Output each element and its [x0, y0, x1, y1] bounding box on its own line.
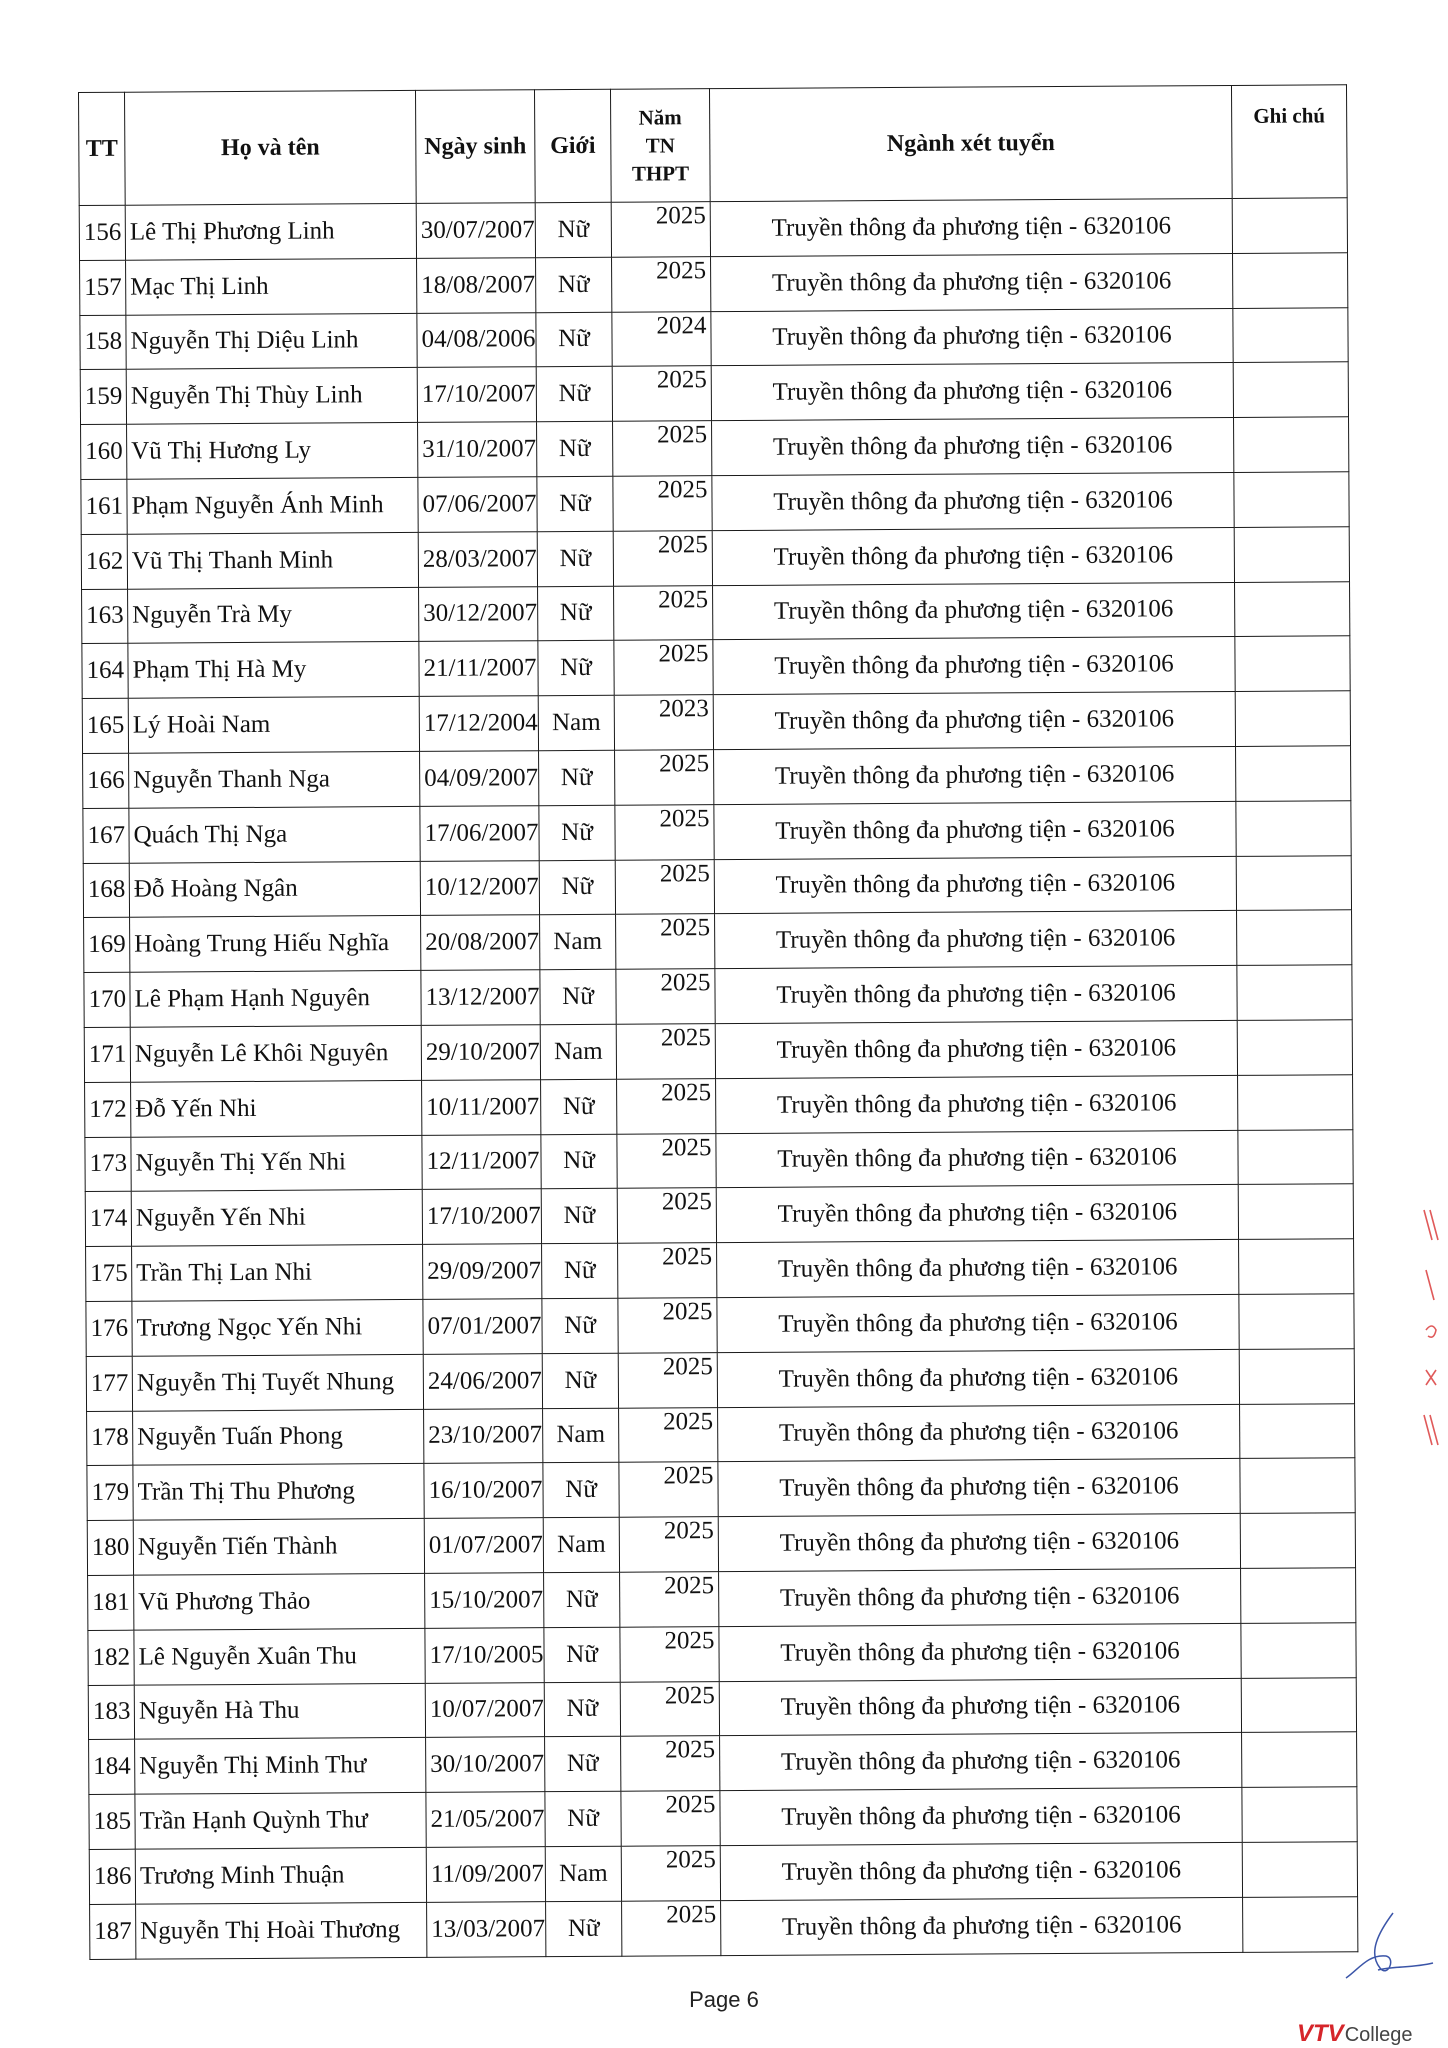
- graduation-year-cell: 2025: [620, 1572, 719, 1627]
- note-cell: [1233, 362, 1348, 417]
- table-row: [84, 910, 1352, 973]
- admission-major-cell: Truyền thông đa phương tiện - 6320106: [711, 363, 1233, 421]
- graduation-year-cell: 2025: [621, 1736, 720, 1791]
- date-of-birth-cell: 16/10/2007: [424, 1463, 543, 1519]
- student-name-cell: Nguyễn Thị Hoài Thương: [136, 1902, 427, 1959]
- note-cell: [1241, 1677, 1356, 1732]
- graduation-year-cell: 2025: [611, 202, 710, 257]
- graduation-year-cell: 2025: [616, 914, 715, 969]
- row-number-cell: 173: [85, 1137, 131, 1192]
- row-number-cell: 159: [80, 370, 126, 425]
- row-number-cell: 180: [87, 1520, 133, 1575]
- note-cell: [1237, 1020, 1352, 1075]
- date-of-birth-cell: 17/06/2007: [420, 805, 539, 861]
- gender-cell: Nữ: [538, 586, 614, 641]
- graduation-year-cell: 2023: [614, 695, 713, 750]
- gender-cell: Nữ: [540, 969, 616, 1024]
- row-number-cell: 184: [89, 1739, 135, 1794]
- header-year-line1: Năm: [638, 105, 682, 130]
- logo-word: College: [1344, 2024, 1413, 2046]
- admission-major-cell: Truyền thông đa phương tiện - 6320106: [712, 527, 1234, 585]
- gender-cell: Nam: [545, 1846, 621, 1901]
- row-number-cell: 181: [88, 1575, 134, 1630]
- admission-table: [78, 84, 1358, 1959]
- date-of-birth-cell: 30/10/2007: [426, 1737, 545, 1793]
- table-row: [84, 965, 1352, 1028]
- table-row: [85, 1074, 1353, 1137]
- admission-major-cell: Truyền thông đa phương tiện - 6320106: [720, 1842, 1242, 1900]
- graduation-year-cell: 2025: [614, 585, 713, 640]
- date-of-birth-cell: 23/10/2007: [424, 1408, 543, 1464]
- gender-cell: Nữ: [545, 1737, 621, 1792]
- gender-cell: Nam: [540, 1024, 616, 1079]
- student-name-cell: Lê Nguyễn Xuân Thu: [134, 1628, 425, 1685]
- gender-cell: Nữ: [537, 476, 613, 531]
- note-cell: [1241, 1568, 1356, 1623]
- header-major: Ngành xét tuyển: [709, 85, 1232, 201]
- student-name-cell: Hoàng Trung Hiếu Nghĩa: [130, 916, 421, 973]
- date-of-birth-cell: 04/09/2007: [420, 751, 539, 807]
- table-row: [88, 1677, 1356, 1740]
- admission-major-cell: Truyền thông đa phương tiện - 6320106: [717, 1240, 1239, 1298]
- note-cell: [1234, 472, 1349, 527]
- row-number-cell: 183: [88, 1685, 134, 1740]
- gender-cell: Nữ: [542, 1243, 618, 1298]
- admission-major-cell: Truyền thông đa phương tiện - 6320106: [718, 1514, 1240, 1572]
- admission-major-cell: Truyền thông đa phương tiện - 6320106: [711, 308, 1233, 366]
- gender-cell: Nữ: [536, 257, 612, 312]
- graduation-year-cell: 2025: [615, 859, 714, 914]
- graduation-year-cell: 2025: [618, 1298, 717, 1353]
- graduation-year-cell: 2025: [613, 476, 712, 531]
- table-body: [79, 198, 1358, 1959]
- student-name-cell: Phạm Thị Hà My: [128, 642, 419, 699]
- date-of-birth-cell: 11/09/2007: [426, 1847, 545, 1903]
- gender-cell: Nữ: [538, 641, 614, 696]
- gender-cell: Nữ: [542, 1298, 618, 1353]
- admission-major-cell: Truyền thông đa phương tiện - 6320106: [715, 966, 1237, 1024]
- header-name: Họ và tên: [125, 90, 417, 205]
- note-cell: [1236, 855, 1351, 910]
- row-number-cell: 165: [82, 698, 128, 753]
- table-row: [89, 1787, 1357, 1850]
- row-number-cell: 166: [83, 753, 129, 808]
- note-cell: [1235, 581, 1350, 636]
- note-cell: [1234, 417, 1349, 472]
- row-number-cell: 163: [82, 589, 128, 644]
- gender-cell: Nam: [538, 695, 614, 750]
- gender-cell: Nữ: [544, 1682, 620, 1737]
- graduation-year-cell: 2025: [613, 530, 712, 585]
- gender-cell: Nữ: [544, 1572, 620, 1627]
- gender-cell: Nữ: [537, 531, 613, 586]
- date-of-birth-cell: 07/06/2007: [418, 477, 537, 533]
- student-name-cell: Trần Hạnh Quỳnh Thư: [135, 1793, 426, 1850]
- student-name-cell: Nguyễn Tiến Thành: [133, 1519, 424, 1576]
- row-number-cell: 178: [87, 1411, 133, 1466]
- date-of-birth-cell: 31/10/2007: [418, 422, 537, 478]
- row-number-cell: 158: [80, 315, 126, 370]
- note-cell: [1239, 1294, 1354, 1349]
- table-row: [85, 1129, 1353, 1192]
- admission-major-cell: Truyền thông đa phương tiện - 6320106: [721, 1897, 1243, 1955]
- table-row: [81, 472, 1349, 535]
- table-row: [82, 636, 1350, 699]
- admission-major-cell: Truyền thông đa phương tiện - 6320106: [718, 1459, 1240, 1517]
- note-cell: [1240, 1513, 1355, 1568]
- table-row: [86, 1294, 1354, 1357]
- student-name-cell: Nguyễn Thanh Nga: [129, 751, 420, 808]
- graduation-year-cell: 2025: [615, 804, 714, 859]
- row-number-cell: 172: [85, 1082, 131, 1137]
- date-of-birth-cell: 07/01/2007: [423, 1299, 542, 1355]
- gender-cell: Nữ: [544, 1627, 620, 1682]
- student-name-cell: Lê Thị Phương Linh: [125, 203, 416, 260]
- admission-major-cell: Truyền thông đa phương tiện - 6320106: [719, 1568, 1241, 1626]
- row-number-cell: 156: [79, 205, 125, 260]
- admission-major-cell: Truyền thông đa phương tiện - 6320106: [720, 1788, 1242, 1846]
- gender-cell: Nữ: [541, 1189, 617, 1244]
- gender-cell: Nam: [543, 1408, 619, 1463]
- gender-cell: Nữ: [541, 1134, 617, 1189]
- table-row: [80, 253, 1348, 316]
- margin-annotation-icon: [1418, 1200, 1448, 1460]
- note-cell: [1240, 1458, 1355, 1513]
- row-number-cell: 175: [86, 1246, 132, 1301]
- admission-major-cell: Truyền thông đa phương tiện - 6320106: [717, 1294, 1239, 1352]
- table-row: [88, 1622, 1356, 1685]
- gender-cell: Nữ: [539, 750, 615, 805]
- student-name-cell: Phạm Nguyễn Ánh Minh: [127, 477, 418, 534]
- student-name-cell: Mạc Thị Linh: [126, 258, 417, 315]
- student-name-cell: Lê Phạm Hạnh Nguyên: [130, 971, 421, 1028]
- note-cell: [1242, 1842, 1357, 1897]
- table-row: [79, 198, 1347, 261]
- gender-cell: Nữ: [539, 860, 615, 915]
- signature-icon: [1338, 1908, 1438, 1988]
- row-number-cell: 161: [81, 479, 127, 534]
- gender-cell: Nữ: [536, 367, 612, 422]
- student-name-cell: Nguyễn Trà My: [128, 587, 419, 644]
- note-cell: [1237, 910, 1352, 965]
- note-cell: [1236, 801, 1351, 856]
- header-note: Ghi chú: [1231, 85, 1347, 199]
- table-row: [82, 691, 1350, 754]
- admission-major-cell: Truyền thông đa phương tiện - 6320106: [716, 1130, 1238, 1188]
- gender-cell: Nữ: [546, 1901, 622, 1956]
- date-of-birth-cell: 17/10/2005: [425, 1627, 544, 1683]
- graduation-year-cell: 2025: [615, 750, 714, 805]
- admission-major-cell: Truyền thông đa phương tiện - 6320106: [714, 801, 1236, 859]
- date-of-birth-cell: 17/12/2004: [419, 696, 538, 752]
- table-row: [84, 1020, 1352, 1083]
- date-of-birth-cell: 17/10/2007: [417, 367, 536, 423]
- row-number-cell: 160: [81, 424, 127, 479]
- header-dob: Ngày sinh: [415, 90, 535, 204]
- date-of-birth-cell: 15/10/2007: [425, 1573, 544, 1629]
- note-cell: [1235, 691, 1350, 746]
- row-number-cell: 167: [83, 808, 129, 863]
- table-header-row: [79, 85, 1348, 206]
- graduation-year-cell: 2025: [612, 256, 711, 311]
- admission-major-cell: Truyền thông đa phương tiện - 6320106: [711, 253, 1233, 311]
- row-number-cell: 168: [83, 863, 129, 918]
- student-name-cell: Đỗ Yến Nhi: [131, 1080, 422, 1137]
- admission-major-cell: Truyền thông đa phương tiện - 6320106: [713, 582, 1235, 640]
- gender-cell: Nữ: [536, 312, 612, 367]
- row-number-cell: 182: [88, 1630, 134, 1685]
- admission-major-cell: Truyền thông đa phương tiện - 6320106: [716, 1075, 1238, 1133]
- date-of-birth-cell: 10/11/2007: [422, 1079, 541, 1135]
- note-cell: [1241, 1622, 1356, 1677]
- row-number-cell: 157: [80, 260, 126, 315]
- student-name-cell: Đỗ Hoàng Ngân: [129, 861, 420, 918]
- graduation-year-cell: 2025: [621, 1846, 720, 1901]
- admission-major-cell: Truyền thông đa phương tiện - 6320106: [718, 1404, 1240, 1462]
- table-row: [81, 527, 1349, 590]
- admission-major-cell: Truyền thông đa phương tiện - 6320106: [715, 1020, 1237, 1078]
- table-row: [83, 855, 1351, 918]
- date-of-birth-cell: 17/10/2007: [422, 1189, 541, 1245]
- graduation-year-cell: 2025: [618, 1352, 717, 1407]
- table-row: [88, 1568, 1356, 1631]
- date-of-birth-cell: 01/07/2007: [424, 1518, 543, 1574]
- table-row: [80, 362, 1348, 425]
- admission-major-cell: Truyền thông đa phương tiện - 6320106: [712, 472, 1234, 530]
- date-of-birth-cell: 20/08/2007: [421, 915, 540, 971]
- note-cell: [1232, 198, 1347, 253]
- admission-major-cell: Truyền thông đa phương tiện - 6320106: [714, 746, 1236, 804]
- note-cell: [1242, 1732, 1357, 1787]
- admission-major-cell: Truyền thông đa phương tiện - 6320106: [712, 418, 1234, 476]
- row-number-cell: 174: [85, 1192, 131, 1247]
- graduation-year-cell: 2025: [622, 1900, 721, 1955]
- student-name-cell: Vũ Thị Hương Ly: [127, 423, 418, 480]
- student-name-cell: Vũ Phương Thảo: [134, 1573, 425, 1630]
- table-row: [83, 801, 1351, 864]
- graduation-year-cell: 2025: [616, 969, 715, 1024]
- graduation-year-cell: 2025: [620, 1681, 719, 1736]
- student-name-cell: Nguyễn Tuấn Phong: [133, 1409, 424, 1466]
- table-row: [89, 1732, 1357, 1795]
- note-cell: [1235, 636, 1350, 691]
- gender-cell: Nữ: [543, 1463, 619, 1518]
- note-cell: [1240, 1403, 1355, 1458]
- note-cell: [1236, 746, 1351, 801]
- graduation-year-cell: 2025: [616, 1024, 715, 1079]
- table-row: [87, 1458, 1355, 1521]
- row-number-cell: 169: [84, 918, 130, 973]
- admission-major-cell: Truyền thông đa phương tiện - 6320106: [719, 1678, 1241, 1736]
- student-name-cell: Nguyễn Thị Diệu Linh: [126, 313, 417, 370]
- student-name-cell: Nguyễn Thị Yến Nhi: [131, 1135, 422, 1192]
- date-of-birth-cell: 12/11/2007: [422, 1134, 541, 1190]
- student-name-cell: Trần Thị Lan Nhi: [132, 1245, 423, 1302]
- graduation-year-cell: 2025: [619, 1517, 718, 1572]
- row-number-cell: 179: [87, 1466, 133, 1521]
- row-number-cell: 187: [90, 1904, 136, 1959]
- gender-cell: Nam: [540, 915, 616, 970]
- student-name-cell: Nguyễn Hà Thu: [134, 1683, 425, 1740]
- table-row: [89, 1842, 1357, 1905]
- student-name-cell: Trương Ngọc Yến Nhi: [132, 1299, 423, 1356]
- gender-cell: Nữ: [542, 1353, 618, 1408]
- table-row: [83, 746, 1351, 809]
- graduation-year-cell: 2025: [619, 1407, 718, 1462]
- admission-major-cell: Truyền thông đa phương tiện - 6320106: [716, 1185, 1238, 1243]
- student-name-cell: Quách Thị Nga: [129, 806, 420, 863]
- note-cell: [1239, 1239, 1354, 1294]
- student-name-cell: Lý Hoài Nam: [128, 697, 419, 754]
- graduation-year-cell: 2025: [612, 366, 711, 421]
- student-name-cell: Vũ Thị Thanh Minh: [127, 532, 418, 589]
- page-number: Page 6: [689, 1987, 759, 2012]
- admission-major-cell: Truyền thông đa phương tiện - 6320106: [713, 692, 1235, 750]
- header-gender: Giới: [534, 89, 611, 202]
- admission-major-cell: Truyền thông đa phương tiện - 6320106: [714, 856, 1236, 914]
- note-cell: [1234, 527, 1349, 582]
- admission-major-cell: Truyền thông đa phương tiện - 6320106: [717, 1349, 1239, 1407]
- table-row: [87, 1403, 1355, 1466]
- header-graduation-year: [610, 89, 710, 203]
- student-name-cell: Trần Thị Thu Phương: [133, 1464, 424, 1521]
- graduation-year-cell: 2025: [617, 1188, 716, 1243]
- row-number-cell: 164: [82, 644, 128, 699]
- graduation-year-cell: 2025: [617, 1078, 716, 1133]
- row-number-cell: 162: [81, 534, 127, 589]
- admission-major-cell: Truyền thông đa phương tiện - 6320106: [710, 198, 1232, 256]
- table-row: [90, 1896, 1358, 1959]
- date-of-birth-cell: 18/08/2007: [417, 258, 536, 314]
- note-cell: [1237, 965, 1352, 1020]
- date-of-birth-cell: 13/12/2007: [421, 970, 540, 1026]
- graduation-year-cell: 2025: [620, 1626, 719, 1681]
- gender-cell: Nữ: [545, 1791, 621, 1846]
- table-row: [82, 581, 1350, 644]
- note-cell: [1242, 1787, 1357, 1842]
- table-row: [86, 1239, 1354, 1302]
- table-row: [86, 1348, 1354, 1411]
- student-name-cell: Nguyễn Thị Tuyết Nhung: [132, 1354, 423, 1411]
- header-year-line2: TN: [645, 133, 676, 158]
- row-number-cell: 171: [84, 1027, 130, 1082]
- note-cell: [1238, 1129, 1353, 1184]
- student-name-cell: Nguyễn Thị Minh Thư: [135, 1738, 426, 1795]
- gender-cell: Nữ: [535, 202, 611, 257]
- date-of-birth-cell: 21/05/2007: [426, 1792, 545, 1848]
- row-number-cell: 186: [89, 1849, 135, 1904]
- row-number-cell: 176: [86, 1301, 132, 1356]
- row-number-cell: 177: [86, 1356, 132, 1411]
- row-number-cell: 170: [84, 972, 130, 1027]
- date-of-birth-cell: 28/03/2007: [418, 531, 537, 587]
- date-of-birth-cell: 29/10/2007: [421, 1025, 540, 1081]
- header-tt: TT: [79, 92, 126, 205]
- gender-cell: Nam: [543, 1517, 619, 1572]
- date-of-birth-cell: 04/08/2006: [417, 312, 536, 368]
- student-name-cell: Trương Minh Thuận: [135, 1847, 426, 1904]
- graduation-year-cell: 2025: [619, 1462, 718, 1517]
- gender-cell: Nữ: [539, 805, 615, 860]
- graduation-year-cell: 2025: [621, 1791, 720, 1846]
- graduation-year-cell: 2025: [618, 1243, 717, 1298]
- table-row: [80, 307, 1348, 370]
- row-number-cell: 185: [89, 1794, 135, 1849]
- note-cell: [1233, 253, 1348, 308]
- vtv-college-logo: [1297, 2020, 1437, 2048]
- graduation-year-cell: 2025: [617, 1133, 716, 1188]
- table-row: [85, 1184, 1353, 1247]
- header-year-line3: THPT: [631, 161, 690, 186]
- logo-mark: VTV: [1297, 2020, 1344, 2047]
- admission-major-cell: Truyền thông đa phương tiện - 6320106: [720, 1733, 1242, 1791]
- date-of-birth-cell: 29/09/2007: [423, 1244, 542, 1300]
- student-name-cell: Nguyễn Yến Nhi: [131, 1190, 422, 1247]
- note-cell: [1233, 307, 1348, 362]
- table-row: [87, 1513, 1355, 1576]
- date-of-birth-cell: 30/07/2007: [416, 203, 535, 259]
- graduation-year-cell: 2025: [613, 421, 712, 476]
- student-name-cell: Nguyễn Thị Thùy Linh: [126, 368, 417, 425]
- date-of-birth-cell: 30/12/2007: [419, 586, 538, 642]
- date-of-birth-cell: 10/12/2007: [420, 860, 539, 916]
- graduation-year-cell: 2025: [614, 640, 713, 695]
- admission-major-cell: Truyền thông đa phương tiện - 6320106: [713, 637, 1235, 695]
- graduation-year-cell: 2024: [612, 311, 711, 366]
- note-cell: [1238, 1074, 1353, 1129]
- table-row: [81, 417, 1349, 480]
- date-of-birth-cell: 21/11/2007: [419, 641, 538, 697]
- student-name-cell: Nguyễn Lê Khôi Nguyên: [130, 1025, 421, 1082]
- gender-cell: Nữ: [541, 1079, 617, 1134]
- admission-major-cell: Truyền thông đa phương tiện - 6320106: [715, 911, 1237, 969]
- date-of-birth-cell: 13/03/2007: [427, 1901, 546, 1957]
- date-of-birth-cell: 24/06/2007: [423, 1353, 542, 1409]
- note-cell: [1239, 1348, 1354, 1403]
- date-of-birth-cell: 10/07/2007: [425, 1682, 544, 1738]
- gender-cell: Nữ: [537, 421, 613, 476]
- note-cell: [1238, 1184, 1353, 1239]
- admission-major-cell: Truyền thông đa phương tiện - 6320106: [719, 1623, 1241, 1681]
